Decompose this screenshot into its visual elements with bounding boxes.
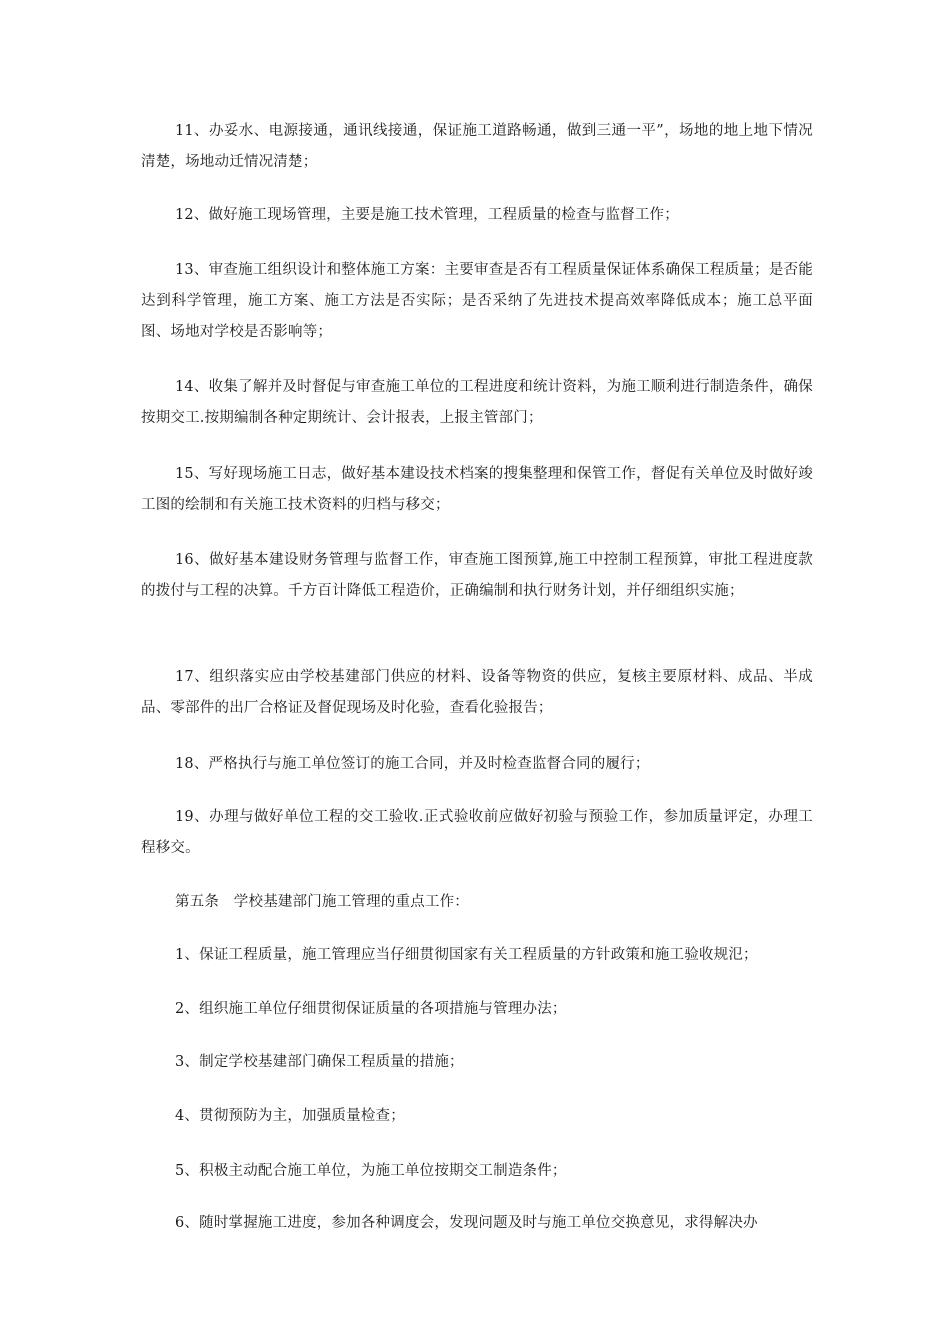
paragraph-item-14: 14、收集了解并及时督促与审查施工单位的工程进度和统计资料，为施工顺利进行制造条件，确保按期交工.按期编制各种定期统计、会计报表，上报主管部门； [141, 379, 813, 426]
section-heading-article-5: 第五条 学校基建部门施工管理的重点工作： [175, 894, 469, 910]
paragraph-item-12: 12、做好施工现场管理，主要是施工技术管理，工程质量的检查与监督工作； [175, 207, 679, 223]
list-item-4: 4、贯彻预防为主，加强质量检查； [175, 1108, 405, 1124]
paragraph-item-13: 13、审查施工组织设计和整体施工方案：主要审查是否有工程质量保证体系确保工程质量；是否能达到科学管理，施工方案、施工方法是否实际；是否采纳了先进技术提高效率降低成本；施工总平面图、场地对学校是否影响等； [141, 262, 813, 340]
list-item-3: 3、制定学校基建部门确保工程质量的措施； [175, 1054, 464, 1070]
paragraph-item-11: 11、办妥水、电源接通，通讯线接通，保证施工道路畅通，做到三通一平”，场地的地上地下情况清楚，场地动迁情况清楚； [141, 123, 813, 170]
paragraph-item-18: 18、严格执行与施工单位签订的施工合同，并及时检查监督合同的履行； [175, 756, 650, 772]
list-item-6: 6、随时掌握施工进度，参加各种调度会，发现问题及时与施工单位交换意见，求得解决办 [175, 1215, 758, 1231]
paragraph-item-16: 16、做好基本建设财务管理与监督工作，审查施工图预算,施工中控制工程预算，审批工程进度款的拨付与工程的决算。千方百计降低工程造价，正确编制和执行财务计划，并仔细组织实施； [141, 552, 813, 599]
list-item-5: 5、积极主动配合施工单位，为施工单位按期交工制造条件； [175, 1163, 567, 1179]
paragraph-item-17: 17、组织落实应由学校基建部门供应的材料、设备等物资的供应，复核主要原材料、成品、半成品、零部件的出厂合格证及督促现场及时化验，查看化验报告； [141, 669, 813, 716]
paragraph-item-15: 15、写好现场施工日志，做好基本建设技术档案的搜集整理和保管工作，督促有关单位及时做好竣工图的绘制和有关施工技术资料的归档与移交； [141, 466, 813, 513]
list-item-1: 1、保证工程质量，施工管理应当仔细贯彻国家有关工程质量的方针政策和施工验收规氾； [175, 947, 758, 963]
list-item-2: 2、组织施工单位仔细贯彻保证质量的各项措施与管理办法； [175, 1001, 567, 1017]
paragraph-item-19: 19、办理与做好单位工程的交工验收.正式验收前应做好初验与预验工作，参加质量评定，办理工程移交。 [141, 809, 813, 856]
